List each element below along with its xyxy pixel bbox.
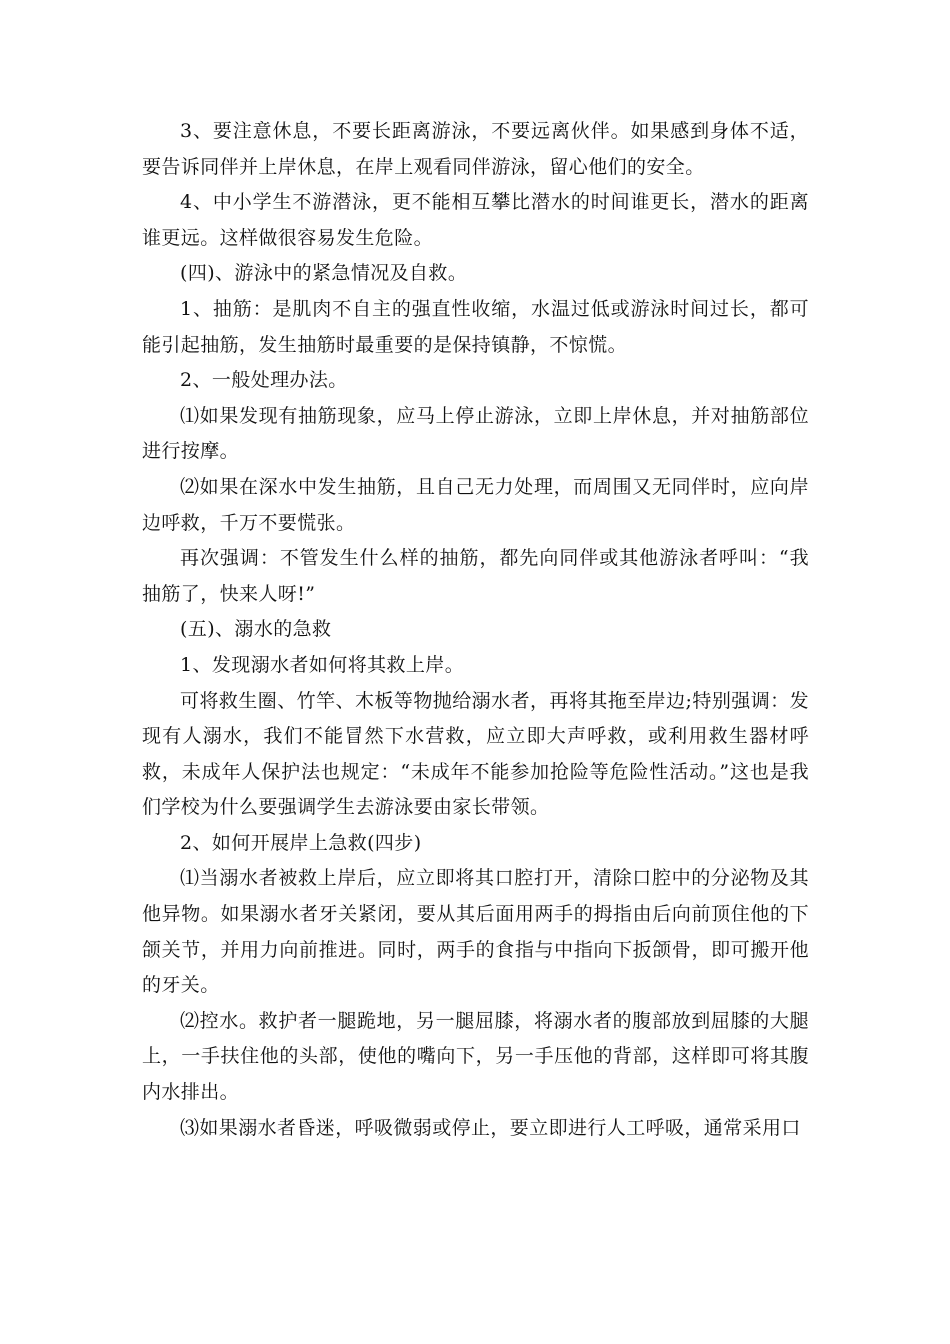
subheading: 2、如何开展岸上急救(四步) bbox=[180, 831, 422, 854]
paragraph: ⑴如果发现有抽筋现象，应马上停止游泳，立即上岸休息，并对抽筋部位进行按摩。 bbox=[142, 404, 809, 463]
paragraph: 再次强调：不管发生什么样的抽筋，都先向同伴或其他游泳者呼叫：“我抽筋了，快来人呀!” bbox=[142, 547, 809, 605]
paragraph: 可将救生圈、竹竿、木板等物抛给溺水者，再将其拖至岸边;特别强调：发现有人溺水，我们不能冒然下水营救，应立即大声呼救，或利用救生器材呼救，未成年人保护法也规定：“未成年不能参加抢险等危险性活动。”这也是我们学校为什么要强调学生去游泳要由家长带领。 bbox=[142, 689, 809, 819]
paragraph: 1、抽筋：是肌肉不自主的强直性收缩，水温过低或游泳时间过长，都可能引起抽筋，发生抽筋时最重要的是保持镇静，不惊慌。 bbox=[142, 297, 809, 356]
subheading: 2、一般处理办法。 bbox=[180, 369, 348, 392]
paragraph: ⑵如果在深水中发生抽筋，且自己无力处理，而周围又无同伴时，应向岸边呼救，千万不要慌张。 bbox=[142, 475, 809, 534]
subheading: 1、发现溺水者如何将其救上岸。 bbox=[180, 653, 465, 676]
section-heading: (四)、游泳中的紧急情况及自救。 bbox=[180, 262, 468, 285]
paragraph: ⑵控水。救护者一腿跪地，另一腿屈膝，将溺水者的腹部放到屈膝的大腿上，一手扶住他的头部，使他的嘴向下，另一手压他的背部，这样即可将其腹内水排出。 bbox=[142, 1009, 809, 1104]
paragraph: 3、要注意休息，不要长距离游泳，不要远离伙伴。如果感到身体不适，要告诉同伴并上岸休息，在岸上观看同伴游泳，留心他们的安全。 bbox=[142, 120, 809, 178]
paragraph: ⑶如果溺水者昏迷，呼吸微弱或停止，要立即进行人工呼吸，通常采用口 bbox=[180, 1116, 801, 1139]
document-body bbox=[142, 114, 809, 1146]
section-heading: (五)、溺水的急救 bbox=[180, 618, 332, 641]
paragraph: 4、中小学生不游潜泳，更不能相互攀比潜水的时间谁更长，潜水的距离谁更远。这样做很容易发生危险。 bbox=[142, 191, 809, 249]
paragraph: ⑴当溺水者被救上岸后，应立即将其口腔打开，清除口腔中的分泌物及其他异物。如果溺水者牙关紧闭，要从其后面用两手的拇指由后向前顶住他的下颌关节，并用力向前推进。同时，两手的食指与中指向下扳颌骨，即可搬开他的牙关。 bbox=[142, 867, 809, 997]
